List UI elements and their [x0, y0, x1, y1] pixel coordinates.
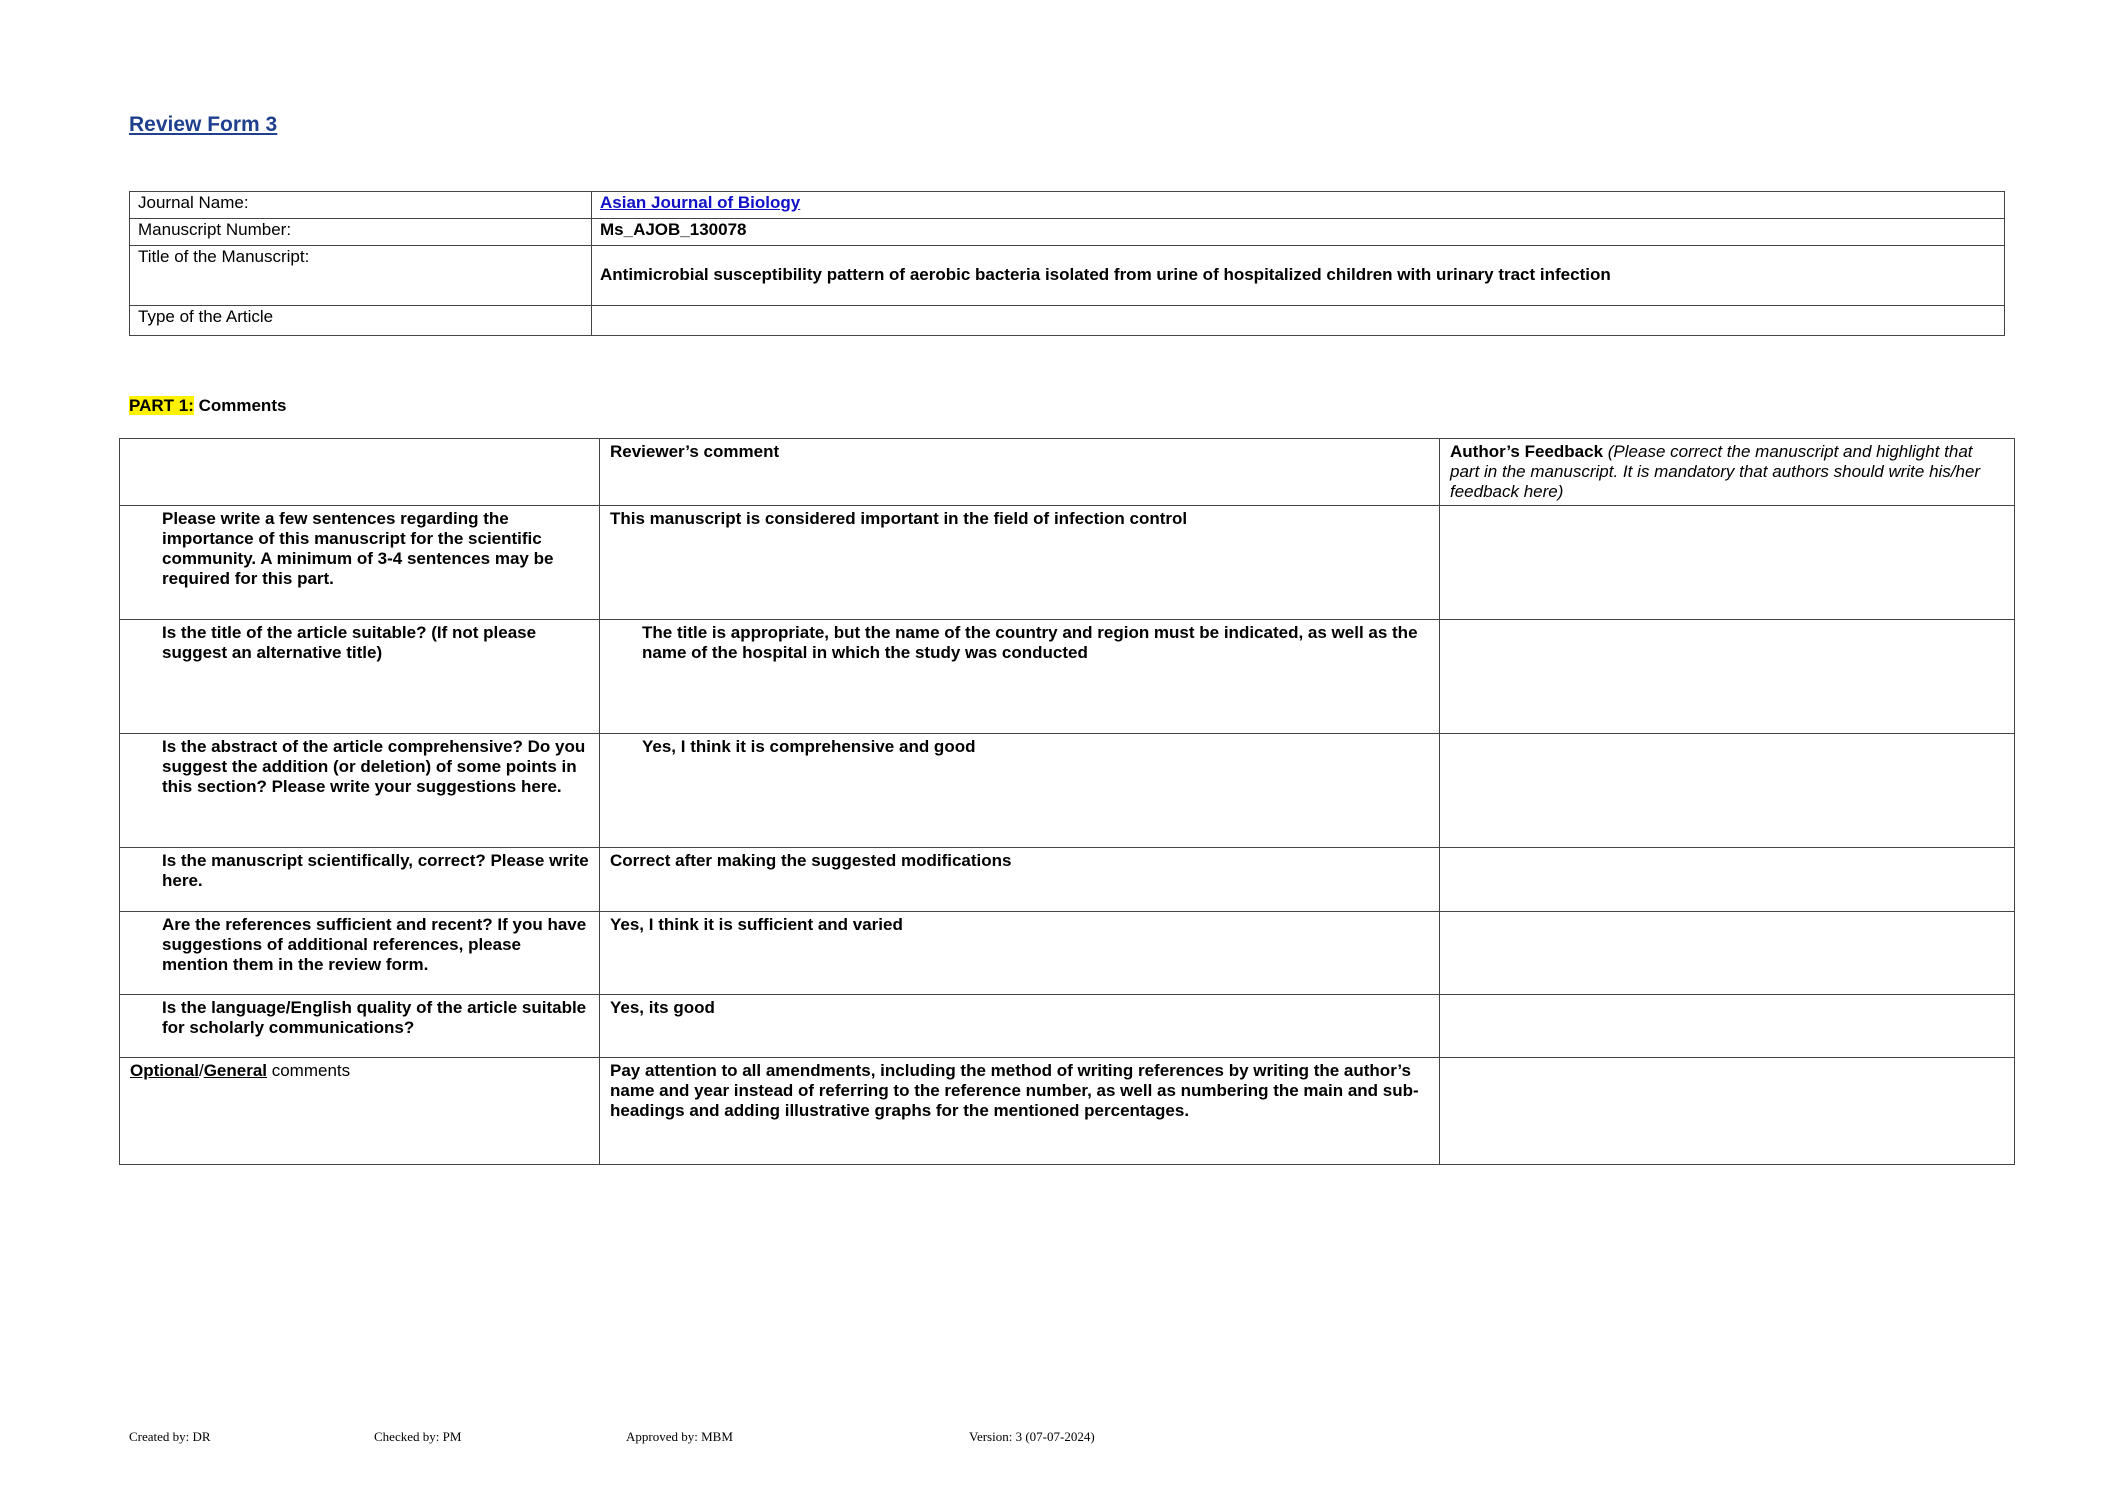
- question-references: Are the references sufficient and recent? If you have suggestions of additional references, please mention them in the review form.: [120, 912, 600, 995]
- reviewer-comment: Yes, its good: [600, 995, 1440, 1058]
- form-title: Review Form 3: [129, 113, 278, 136]
- table-row: [120, 506, 2015, 620]
- manuscript-title-value: Antimicrobial susceptibility pattern of aerobic bacteria isolated from urine of hospitalized children with urinary tract infection: [592, 246, 2005, 306]
- reviewer-comment: Correct after making the suggested modifications: [600, 848, 1440, 912]
- part1-suffix: Comments: [193, 396, 287, 415]
- author-feedback-cell[interactable]: [1440, 734, 2015, 848]
- manuscript-number-value: Ms_AJOB_130078: [592, 219, 2005, 246]
- question-importance: Please write a few sentences regarding the importance of this manuscript for the scientific community. A minimum of 3-4 sentences may be required for this part.: [120, 506, 600, 620]
- manuscript-title-row: [130, 246, 2005, 306]
- journal-row: [130, 192, 2005, 219]
- optional-label: Optional: [130, 1061, 199, 1080]
- table-row: [120, 848, 2015, 912]
- manuscript-number-label: Manuscript Number:: [130, 219, 592, 246]
- footer-version: Version: 3 (07-07-2024): [969, 1429, 1095, 1444]
- author-feedback-cell[interactable]: [1440, 848, 2015, 912]
- author-feedback-cell[interactable]: [1440, 620, 2015, 734]
- optional-comments-row: [120, 1058, 2015, 1165]
- reviewer-comment: Yes, I think it is sufficient and varied: [600, 912, 1440, 995]
- footer-approved-by: Approved by: MBM: [626, 1429, 733, 1444]
- journal-label: Journal Name:: [130, 192, 592, 219]
- journal-link[interactable]: Asian Journal of Biology: [600, 193, 801, 212]
- article-type-label: Type of the Article: [130, 306, 592, 336]
- question-language: Is the language/English quality of the article suitable for scholarly communications?: [120, 995, 600, 1058]
- header-reviewer-comment: Reviewer’s comment: [600, 439, 1440, 506]
- author-feedback-instructions: (Please correct the manuscript and highlight that part in the manuscript. It is mandatory that authors should write his/her feedback here): [1450, 442, 1981, 501]
- footer-created-by: Created by: DR: [129, 1429, 211, 1444]
- author-feedback-cell[interactable]: [1440, 506, 2015, 620]
- reviewer-comment: Yes, I think it is comprehensive and good: [600, 734, 1440, 848]
- author-feedback-title: Author’s Feedback: [1450, 442, 1604, 461]
- footer-checked-by: Checked by: PM: [374, 1429, 462, 1444]
- article-type-row: [130, 306, 2005, 336]
- table-row: [120, 734, 2015, 848]
- reviewer-comment: This manuscript is considered important in the field of infection control: [600, 506, 1440, 620]
- manuscript-info-table: [129, 191, 2005, 336]
- comments-label: comments: [267, 1061, 351, 1080]
- question-abstract: Is the abstract of the article comprehensive? Do you suggest the addition (or deletion) of some points in this section? Please write your suggestions here.: [120, 734, 600, 848]
- optional-reviewer-comment: Pay attention to all amendments, including the method of writing references by writing the author’s name and year instead of referring to the reference number, as well as numbering the main and sub-headings and adding illustrative graphs for the mentioned percentages.: [600, 1058, 1440, 1165]
- manuscript-number-row: [130, 219, 2005, 246]
- general-label: General: [203, 1061, 267, 1080]
- optional-general-label: [120, 1058, 600, 1165]
- optional-separator: /: [198, 1061, 204, 1080]
- reviewer-comment: The title is appropriate, but the name of the country and region must be indicated, as well as the name of the hospital in which the study was conducted: [600, 620, 1440, 734]
- table-row: [120, 995, 2015, 1058]
- review-comments-table: [119, 438, 2015, 1165]
- header-author-feedback: [1440, 439, 2015, 506]
- table-row: [120, 912, 2015, 995]
- header-empty-cell: [120, 439, 600, 506]
- manuscript-title-label: Title of the Manuscript:: [130, 246, 592, 306]
- question-scientific: Is the manuscript scientifically, correct? Please write here.: [120, 848, 600, 912]
- journal-value-cell: [592, 192, 2005, 219]
- article-type-value: [592, 306, 2005, 336]
- optional-author-feedback-cell[interactable]: [1440, 1058, 2015, 1165]
- author-feedback-cell[interactable]: [1440, 995, 2015, 1058]
- author-feedback-cell[interactable]: [1440, 912, 2015, 995]
- part1-label: PART 1:: [129, 396, 194, 415]
- part1-heading: [129, 396, 286, 416]
- table-row: [120, 620, 2015, 734]
- question-title: Is the title of the article suitable? (If not please suggest an alternative title): [120, 620, 600, 734]
- table-header-row: [120, 439, 2015, 506]
